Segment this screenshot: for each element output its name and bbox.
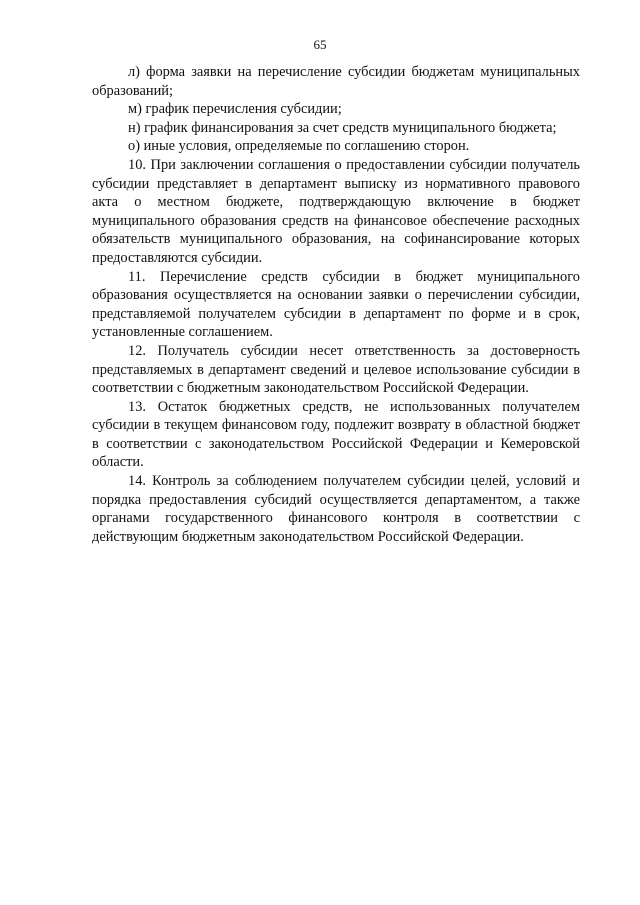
paragraph-13: 13. Остаток бюджетных средств, не использованных получателем субсидии в текущем финансовом году, подлежит возврату в областной бюджет в соответствии с законодательством Российской Федерации и Кемеровской области. bbox=[92, 398, 580, 471]
paragraph-item-o: о) иные условия, определяемые по соглашению сторон. bbox=[128, 138, 470, 155]
page-number: 65 bbox=[313, 37, 327, 52]
paragraph-12: 12. Получатель субсидии несет ответственность за достоверность представляемых в департамент сведений и целевое использование субсидии в соответствии с бюджетным законодательством Российской Федерации. bbox=[92, 342, 580, 397]
paragraph-11: 11. Перечисление средств субсидии в бюджет муниципального образования осуществляется на основании заявки о перечислении субсидии, представляемой получателем субсидии в департамент по форме и в срок, установленные соглашением. bbox=[92, 268, 580, 341]
paragraph-10: 10. При заключении соглашения о предоставлении субсидии получатель субсидии представляет в департамент выписку из нормативного правового акта о местном бюджете, подтверждающую включение в бюджет муниципального образования средств на финансовое обеспечение расходных обязательств муниципального образования, на софинансирование которых предоставляются субсидии. bbox=[92, 156, 580, 266]
paragraph-14: 14. Контроль за соблюдением получателем субсидии целей, условий и порядка предоставления субсидий осуществляется департаментом, а также органами государственного финансового контроля в соответствии с действующим бюджетным законодательством Российской Федерации. bbox=[92, 473, 580, 545]
paragraph-item-m: м) график перечисления субсидии; bbox=[128, 101, 342, 118]
paragraph-item-n: н) график финансирования за счет средств муниципального бюджета; bbox=[128, 119, 557, 136]
document-body bbox=[92, 63, 580, 546]
paragraph-item-l: л) форма заявки на перечисление субсидии бюджетам муниципальных образований; bbox=[92, 64, 580, 99]
